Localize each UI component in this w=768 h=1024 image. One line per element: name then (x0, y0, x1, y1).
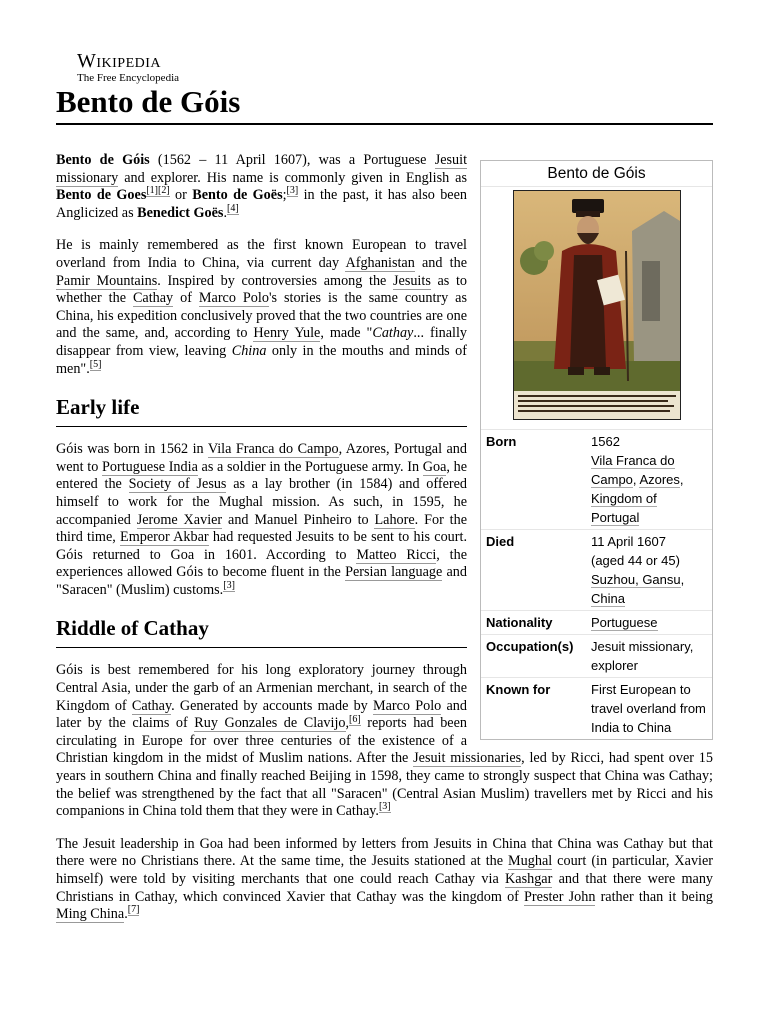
article-body (56, 152, 713, 939)
ref-6[interactable]: [6] (349, 713, 361, 725)
text: . Inspired by controversies among the (157, 272, 393, 289)
link-portuguese-india[interactable]: Portuguese India (101, 458, 198, 475)
text: and explorer. His name is commonly given in English as (118, 169, 467, 186)
text: only in the mouths and minds of men". (56, 342, 467, 377)
born-label: Born (486, 434, 517, 449)
link-vila-franca-do-campo[interactable]: Vila Franca do Campo (207, 441, 339, 458)
infobox-image-cell (481, 187, 712, 430)
text: as a lay brother (in 1584) and offered himself to work for the Mughal mission. As such, in 1595, he accompanied (56, 476, 468, 528)
heading-riddle-of-cathay: Riddle of Cathay (56, 616, 209, 641)
known-for-label: Known for (486, 682, 551, 697)
text: and the (414, 254, 467, 271)
link-ruy-gonzales[interactable]: Ruy Gonzales de Clavijo (194, 715, 346, 732)
ref-3[interactable]: [3] (286, 185, 299, 197)
text: of (173, 290, 199, 307)
text: and that there were many Christians in Cathay, which convinced Xavier that Cathay was the kingdom of (56, 871, 714, 905)
link-china[interactable]: China (591, 591, 625, 606)
logo-tagline: The Free Encyclopedia (77, 72, 180, 84)
link-marco-polo-2[interactable]: Marco Polo (373, 697, 442, 714)
link-suzhou-gansu[interactable]: Suzhou, Gansu (591, 572, 681, 587)
occupation-label: Occupation(s) (486, 639, 574, 654)
text: He is mainly remembered as the first known European to travel overland from India to China, via current day (56, 237, 467, 271)
italic-china: China (231, 342, 267, 359)
page-title: Bento de Góis (56, 84, 241, 119)
link-persian-language[interactable]: Persian language (345, 564, 443, 581)
ref-3-riddle[interactable]: [3] (378, 801, 391, 813)
bold-benedict: Benedict Goës (137, 204, 224, 221)
text: Góis was born in 1562 in (56, 441, 208, 458)
died-date: 11 April 1607 (591, 534, 666, 549)
died-value (585, 530, 712, 610)
link-jesuits[interactable]: Jesuits (393, 272, 431, 289)
ref-2[interactable]: [2] (158, 185, 170, 197)
text: (1562 – 11 April 1607), was a Portuguese (149, 152, 435, 168)
died-label: Died (486, 534, 515, 549)
heading-divider (56, 426, 467, 427)
link-pamir-mountains[interactable]: Pamir Mountains (56, 272, 158, 289)
text: . Generated by accounts made by (171, 697, 373, 714)
text: . (223, 204, 227, 221)
bold-name: Bento de Góis (56, 152, 150, 168)
died-age: (aged 44 or 45) (591, 553, 680, 568)
text: ... finally disappear from view, leaving (56, 325, 468, 359)
link-cathay[interactable]: Cathay (132, 290, 174, 307)
text: had requested Jesuits to be sent to his court. Góis returned to Goa in 1601. According to (56, 529, 467, 563)
text: 's stories is the same country as China, his expedition conclusively proved that the two countries are one and the same, and, according to (56, 290, 467, 342)
died-sep: , (680, 572, 685, 587)
title-divider (56, 123, 713, 125)
link-jerome-xavier[interactable]: Jerome Xavier (136, 511, 223, 528)
riddle-paragraph-2 (56, 836, 713, 924)
link-marco-polo[interactable]: Marco Polo (198, 290, 269, 307)
occupation-value: Jesuit missionary, explorer (591, 639, 694, 673)
ref-3-early[interactable]: [3] (223, 580, 235, 592)
text: rather than it being (595, 888, 713, 905)
text: court (in particular, Xavier himself) were told by visiting merchants that one could reach Cathay via (56, 853, 713, 887)
text: ; (282, 187, 287, 204)
link-mughal[interactable]: Mughal (508, 853, 553, 870)
text: in the past, it has also been Anglicized as (56, 187, 467, 221)
text: or (169, 187, 193, 204)
link-jesuit-missionaries[interactable]: Jesuit missionaries (413, 750, 522, 767)
link-kashgar[interactable]: Kashgar (505, 871, 553, 887)
link-matteo-ricci[interactable]: Matteo Ricci (356, 546, 437, 563)
infobox-row-known-for (481, 678, 712, 739)
infobox-row-nationality (481, 611, 712, 635)
ref-5[interactable]: [5] (89, 358, 102, 370)
known-for-value: First European to travel overland from India to China (591, 682, 706, 735)
logo-wordmark: Wikipedia (77, 50, 162, 72)
born-sep: , (632, 472, 640, 487)
text: and "Saracen" (Muslim) customs. (56, 564, 467, 598)
infobox (480, 160, 713, 740)
text: , made " (320, 325, 373, 342)
link-ming-china[interactable]: Ming China (56, 906, 125, 923)
text: and Manuel Pinheiro to (222, 511, 375, 528)
bold-goes-diaeresis: Bento de Goës (192, 187, 283, 204)
text: as to whether the (56, 272, 468, 307)
infobox-row-born (481, 430, 712, 530)
heading-divider (56, 647, 467, 648)
text: The Jesuit leadership in Goa had been informed by letters from Jesuits in China that China was Cathay but that there were no Christians there. At the same time, the Jesuits stationed at the (56, 835, 713, 870)
link-prester-john[interactable]: Prester John (524, 888, 596, 905)
infobox-row-died (481, 530, 712, 611)
text: , the experiences allowed Góis to become fluent in the (56, 546, 467, 581)
text: reports had been circulating in Europe for over three centuries of the existence of a Christian kingdom in the midst of Muslim nations. After the (56, 715, 467, 767)
text: , he entered the (56, 458, 467, 493)
wikipedia-logo[interactable] (77, 51, 179, 85)
text: . (124, 906, 128, 923)
text: , (345, 715, 350, 732)
text: Góis is best remembered for his long exploratory journey through Central Asia, under the garb of an Armenian merchant, in search of the Kingdom of (56, 662, 467, 714)
link-goa[interactable]: Goa (422, 458, 447, 475)
ref-7[interactable]: [7] (127, 904, 140, 916)
text: , led by Ricci, had spent over 15 years in southern China and finally reached Beijing in 1598, they came to strongly suspect that China was Cathay; the belief was strengthened by the fact that all "Saracen" (Central Asian Muslim) travellers met by Ricci and his companions in China told them that they were in Cathay. (56, 750, 713, 820)
infobox-row-occupation (481, 635, 712, 678)
link-vila-franca[interactable]: Vila Franca do Campo (591, 453, 675, 487)
link-society-of-jesus[interactable]: Society of Jesus (128, 476, 227, 493)
text: as a soldier in the Portuguese army. In (197, 458, 423, 475)
link-kingdom-of-portugal[interactable]: Kingdom of Portugal (591, 491, 657, 525)
link-portuguese[interactable]: Portuguese (591, 615, 658, 630)
link-azores[interactable]: Azores (639, 472, 680, 487)
link-henry-yule[interactable]: Henry Yule (253, 325, 321, 342)
text: , Azores, Portugal and went to (56, 441, 467, 475)
born-sep2: , (679, 472, 684, 487)
text: . For the third time, (56, 511, 468, 546)
italic-cathay: Cathay (372, 325, 414, 342)
link-lahore[interactable]: Lahore (374, 511, 415, 528)
heading-early-life: Early life (56, 395, 140, 420)
nationality-label: Nationality (486, 615, 553, 630)
link-emperor-akbar[interactable]: Emperor Akbar (120, 529, 209, 546)
born-year: 1562 (591, 434, 620, 449)
bold-goes: Bento de Goes (56, 187, 147, 204)
link-afghanistan[interactable]: Afghanistan (345, 254, 415, 271)
ref-1[interactable]: [1] (146, 185, 159, 197)
link-jesuit-missionary[interactable]: Jesuit missionary (56, 152, 468, 186)
text: and later by the claims of (56, 697, 467, 732)
link-cathay-2[interactable]: Cathay (131, 697, 172, 714)
nationality-value (585, 611, 712, 634)
born-value (585, 430, 712, 529)
infobox-title: Bento de Góis (481, 161, 712, 187)
ref-4[interactable]: [4] (227, 203, 239, 215)
portrait-image[interactable] (513, 190, 681, 420)
